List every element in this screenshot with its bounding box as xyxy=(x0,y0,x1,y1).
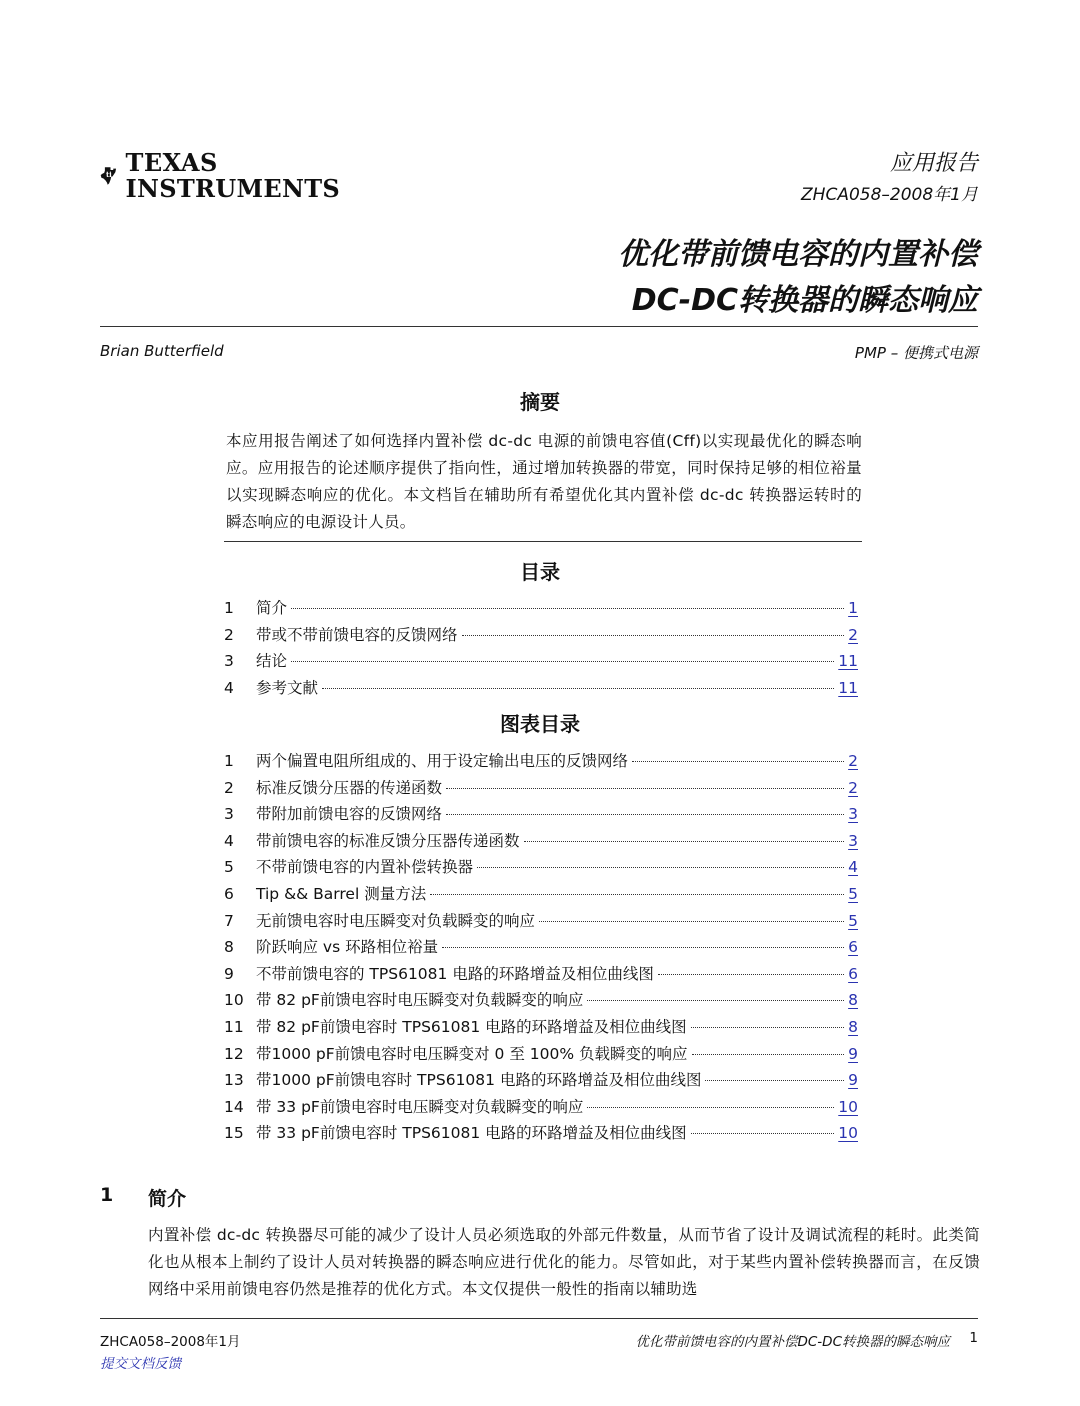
figure-entry-page-link[interactable]: 10 xyxy=(838,1124,858,1143)
toc-heading: 目录 xyxy=(520,560,560,584)
figure-entry[interactable] xyxy=(224,1068,858,1095)
figure-entry-number: 4 xyxy=(224,831,234,850)
figure-entry-leader-dots xyxy=(477,867,844,868)
abstract-divider xyxy=(224,541,862,542)
page-title xyxy=(618,232,978,324)
figure-entry-number: 9 xyxy=(224,964,234,983)
figure-entry-number: 14 xyxy=(224,1097,244,1116)
figure-entry[interactable] xyxy=(224,802,858,829)
figure-entry-label: 带 33 pF前馈电容时电压瞬变对负载瞬变的响应 xyxy=(256,1097,584,1116)
figure-entry-number: 11 xyxy=(224,1017,244,1036)
figure-entry-label: 两个偏置电阻所组成的、用于设定输出电压的反馈网络 xyxy=(256,752,629,770)
figure-entry-page-link[interactable]: 9 xyxy=(848,1071,858,1090)
author: Brian Butterfield xyxy=(100,342,224,360)
toc-entry-label: 带或不带前馈电容的反馈网络 xyxy=(256,625,458,644)
figure-entry-number: 3 xyxy=(224,805,234,824)
figure-entry-leader-dots xyxy=(442,947,844,948)
figure-entry-page-link[interactable]: 5 xyxy=(848,884,858,903)
figure-entry-page-link[interactable]: 6 xyxy=(848,964,858,983)
figure-entry-label: Tip && Barrel 测量方法 xyxy=(256,884,427,903)
section1-body: 内置补偿 dc-dc 转换器尽可能的减少了设计人员必须选取的外部元件数量，从而节省了设计及调试流程的耗时。此类简化也从根本上制约了设计人员对转换器的瞬态响应进行优化的能力。尽管如此，对于某些内置补偿转换器而言，在反馈网络中采用前馈电容仍然是推荐的优化方式。本文仅提供一般性的指南以辅助选 xyxy=(148,1226,980,1298)
header-divider xyxy=(100,326,978,327)
figure-entry-number: 13 xyxy=(224,1071,244,1090)
figure-entry-label: 不带前馈电容的内置补偿转换器 xyxy=(256,858,474,877)
toc-entry-number: 4 xyxy=(224,678,234,697)
figure-entry-label: 带附加前馈电容的反馈网络 xyxy=(256,805,443,824)
title-line2: DC-DC转换器的瞬态响应 xyxy=(631,283,978,318)
figure-entry-page-link[interactable]: 10 xyxy=(838,1097,858,1116)
toc-entry-page-link[interactable]: 2 xyxy=(848,625,858,644)
toc-entry-leader-dots xyxy=(322,688,834,689)
figure-entry-page-link[interactable]: 5 xyxy=(848,911,858,930)
section1-number: 1 xyxy=(100,1184,114,1206)
toc-entry[interactable] xyxy=(224,676,858,703)
figure-entry-leader-dots xyxy=(691,1027,844,1028)
figure-entry-leader-dots xyxy=(692,1054,844,1055)
feedback-link[interactable]: 提交文档反馈 xyxy=(100,1356,181,1372)
figure-entry-leader-dots xyxy=(524,841,844,842)
figure-entry-number: 8 xyxy=(224,938,234,957)
toc-entry-number: 1 xyxy=(224,599,234,617)
figure-entry[interactable] xyxy=(224,749,858,776)
logo-line2: INSTRUMENTS xyxy=(125,174,340,203)
figure-entry[interactable] xyxy=(224,882,858,909)
toc-entry-page-link[interactable]: 1 xyxy=(848,599,858,617)
figure-entry-leader-dots xyxy=(539,921,844,922)
figure-entry[interactable] xyxy=(224,909,858,936)
figure-entry-page-link[interactable]: 2 xyxy=(848,778,858,797)
figure-entry-label: 带1000 pF前馈电容时 TPS61081 电路的环路增益及相位曲线图 xyxy=(256,1071,702,1090)
figure-entry[interactable] xyxy=(224,776,858,803)
toc-list xyxy=(224,596,858,702)
toc-entry-leader-dots xyxy=(291,661,834,662)
toc-entry-label: 参考文献 xyxy=(256,678,319,697)
figure-entry-leader-dots xyxy=(632,761,844,762)
toc-entry-number: 3 xyxy=(224,652,234,671)
figure-entry-label: 无前馈电容时电压瞬变对负载瞬变的响应 xyxy=(256,911,536,930)
figure-entry[interactable] xyxy=(224,1015,858,1042)
figure-entry-leader-dots xyxy=(430,894,844,895)
figures-list xyxy=(224,749,858,1148)
figure-entry[interactable] xyxy=(224,829,858,856)
figure-entry-number: 5 xyxy=(224,858,234,877)
footer-title: 优化带前馈电容的内置补偿DC-DC转换器的瞬态响应 xyxy=(635,1334,950,1350)
figures-heading: 图表目录 xyxy=(500,712,580,736)
footer-doc-id: ZHCA058–2008年1月 xyxy=(100,1334,241,1350)
figure-entry-page-link[interactable]: 4 xyxy=(848,858,858,877)
figure-entry-leader-dots xyxy=(691,1133,835,1134)
figure-entry-page-link[interactable]: 2 xyxy=(848,752,858,770)
footer-divider xyxy=(100,1318,978,1319)
doc-type: 应用报告 xyxy=(889,151,978,176)
svg-text:ti: ti xyxy=(105,170,112,180)
figure-entry-label: 带 82 pF前馈电容时电压瞬变对负载瞬变的响应 xyxy=(256,991,584,1010)
figure-entry-leader-dots xyxy=(587,1107,834,1108)
doc-id: ZHCA058–2008年1月 xyxy=(801,185,978,205)
figure-entry[interactable] xyxy=(224,935,858,962)
figure-entry-page-link[interactable]: 8 xyxy=(848,991,858,1010)
figure-entry[interactable] xyxy=(224,988,858,1015)
figure-entry-leader-dots xyxy=(446,814,844,815)
figure-entry-number: 2 xyxy=(224,778,234,797)
toc-entry[interactable] xyxy=(224,623,858,650)
figure-entry[interactable] xyxy=(224,1042,858,1069)
figure-entry-label: 带 82 pF前馈电容时 TPS61081 电路的环路增益及相位曲线图 xyxy=(256,1017,687,1036)
toc-entry-label: 结论 xyxy=(256,652,288,671)
figure-entry-label: 标准反馈分压器的传递函数 xyxy=(256,778,443,797)
figure-entry-page-link[interactable]: 3 xyxy=(848,831,858,850)
figure-entry-page-link[interactable]: 3 xyxy=(848,805,858,824)
figure-entry-leader-dots xyxy=(446,788,844,789)
abstract-heading: 摘要 xyxy=(520,390,560,414)
figure-entry-page-link[interactable]: 6 xyxy=(848,938,858,957)
figure-entry-label: 带1000 pF前馈电容时电压瞬变对 0 至 100% 负载瞬变的响应 xyxy=(256,1044,688,1063)
figure-entry-label: 阶跃响应 vs 环路相位裕量 xyxy=(256,938,439,957)
figure-entry-number: 1 xyxy=(224,752,234,770)
figure-entry-number: 10 xyxy=(224,991,244,1010)
figure-entry-number: 15 xyxy=(224,1124,244,1143)
logo-wordmark xyxy=(125,148,340,203)
figure-entry-leader-dots xyxy=(658,974,844,975)
ti-state-icon xyxy=(100,149,117,203)
footer-page-number: 1 xyxy=(969,1330,978,1346)
section1-title: 简介 xyxy=(148,1188,187,1210)
abstract-text: 本应用报告阐述了如何选择内置补偿 dc-dc 电源的前馈电容值(Cff)以实现最优化的瞬态响应。应用报告的论述顺序提供了指向性，通过增加转换器的带宽，同时保持足够的相位裕量以实现瞬态响应的优化。本文档旨在辅助所有希望优化其内置补偿 dc-dc 转换器运转时的瞬态响应的电源设计人员。 xyxy=(226,432,862,531)
figure-entry-label: 不带前馈电容的 TPS61081 电路的环路增益及相位曲线图 xyxy=(256,964,654,983)
figure-entry-label: 带前馈电容的标准反馈分压器传递函数 xyxy=(256,831,520,850)
category: PMP – 便携式电源 xyxy=(854,344,978,362)
figure-entry-leader-dots xyxy=(705,1080,844,1081)
figure-entry-page-link[interactable]: 9 xyxy=(848,1044,858,1063)
toc-entry-leader-dots xyxy=(291,608,844,609)
ti-logo xyxy=(100,146,340,206)
toc-entry-page-link[interactable]: 11 xyxy=(838,652,858,671)
figure-entry[interactable] xyxy=(224,962,858,989)
toc-entry-label: 简介 xyxy=(256,599,288,617)
title-line1: 优化带前馈电容的内置补偿 xyxy=(618,237,978,272)
figure-entry-page-link[interactable]: 8 xyxy=(848,1017,858,1036)
toc-entry-leader-dots xyxy=(462,635,844,636)
figure-entry-leader-dots xyxy=(587,1000,844,1001)
toc-entry[interactable] xyxy=(224,649,858,676)
figure-entry[interactable] xyxy=(224,1095,858,1122)
toc-entry[interactable] xyxy=(224,596,858,623)
figure-entry[interactable] xyxy=(224,855,858,882)
figure-entry-label: 带 33 pF前馈电容时 TPS61081 电路的环路增益及相位曲线图 xyxy=(256,1124,687,1143)
figure-entry-number: 6 xyxy=(224,884,234,903)
toc-entry-page-link[interactable]: 11 xyxy=(838,678,858,697)
logo-line1: TEXAS xyxy=(125,148,218,177)
toc-entry-number: 2 xyxy=(224,625,234,644)
figure-entry[interactable] xyxy=(224,1121,858,1148)
figure-entry-number: 7 xyxy=(224,911,234,930)
figure-entry-number: 12 xyxy=(224,1044,244,1063)
